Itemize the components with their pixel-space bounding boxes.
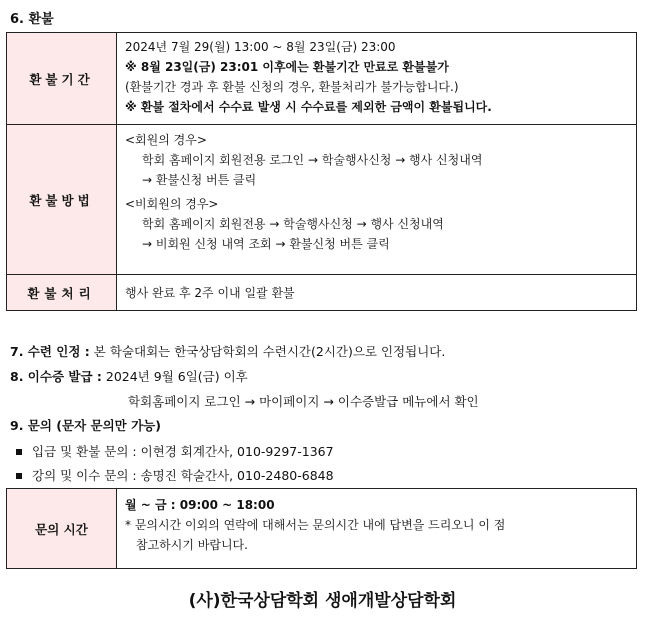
section-8-label: 8. 이수증 발급 : (10, 369, 102, 384)
refund-process-label: 환불처리 (7, 275, 117, 311)
refund-method-body (117, 125, 637, 275)
refund-period-dates: 2024년 7월 29(월) 13:00 ~ 8월 23일(금) 23:00 (125, 40, 396, 54)
section-6-title: 6. 환불 (10, 12, 54, 27)
section-7 (10, 342, 445, 360)
section-7-text: 본 학술대회는 한국상담학회의 수련시간(2시간)으로 인정됩니다. (93, 344, 446, 359)
refund-method-row (7, 125, 637, 275)
contact-item-text: 입금 및 환불 문의 : 이현경 회계간사, 010-9297-1367 (32, 444, 334, 459)
contact-item-lecture (10, 466, 334, 484)
inquiry-hours-note-cont: 참고하시기 바랍니다. (136, 538, 248, 552)
member-case-heading: <회원의 경우> (125, 133, 207, 147)
inquiry-hours-row (7, 489, 637, 569)
refund-method-label: 환불방법 (7, 125, 117, 275)
contact-item-text: 강의 및 이수 문의 : 송명진 학술간사, 010-2480-6848 (32, 468, 334, 483)
bullet-square-icon (16, 449, 22, 455)
refund-table (6, 32, 637, 311)
nonmember-case-heading: <비회원의 경우> (125, 197, 219, 211)
nonmember-step-1: 학회 홈페이지 회원전용 → 학술행사신청 → 행사 신청내역 (142, 217, 444, 231)
bullet-square-icon (16, 473, 22, 479)
section-8-date: 2024년 9월 6일(금) 이후 (105, 369, 248, 384)
refund-period-row (7, 33, 637, 125)
section-8 (10, 367, 248, 385)
member-step-2: → 환불신청 버튼 클릭 (142, 173, 257, 187)
refund-process-text: 행사 완료 후 2주 이내 일괄 환불 (117, 275, 637, 311)
section-8-path: 학회홈페이지 로그인 → 마이페이지 → 이수증발급 메뉴에서 확인 (128, 394, 479, 409)
refund-process-row (7, 275, 637, 311)
nonmember-step-2: → 비회원 신청 내역 조회 → 환불신청 버튼 클릭 (142, 237, 390, 251)
refund-period-body (117, 33, 637, 125)
refund-period-label: 환불기간 (7, 33, 117, 125)
inquiry-hours-note: * 문의시간 이외의 연락에 대해서는 문의시간 내에 답변을 드리오니 이 점 (125, 518, 506, 532)
refund-fee-note: ※ 환불 절차에서 수수료 발생 시 수수료를 제외한 금액이 환불됩니다. (125, 100, 492, 114)
inquiry-hours-body (117, 489, 637, 569)
member-step-1: 학회 홈페이지 회원전용 로그인 → 학술행사신청 → 행사 신청내역 (142, 153, 483, 167)
section-7-label: 7. 수련 인정 : (10, 344, 90, 359)
contact-item-payment (10, 442, 334, 460)
organization-footer: (사)한국상담학회 생애개발상담학회 (188, 591, 457, 611)
section-9-title: 9. 문의 (문자 문의만 가능) (10, 418, 161, 433)
refund-expiry-note: (환불기간 경과 후 환불 신청의 경우, 환불처리가 불가능합니다.) (125, 80, 459, 94)
inquiry-hours-label: 문의 시간 (7, 489, 117, 569)
refund-deadline-note: ※ 8월 23일(금) 23:01 이후에는 환불기간 만료로 환불불가 (125, 60, 449, 74)
inquiry-hours-time: 월 ~ 금 : 09:00 ~ 18:00 (125, 498, 275, 512)
inquiry-hours-table (6, 488, 637, 569)
